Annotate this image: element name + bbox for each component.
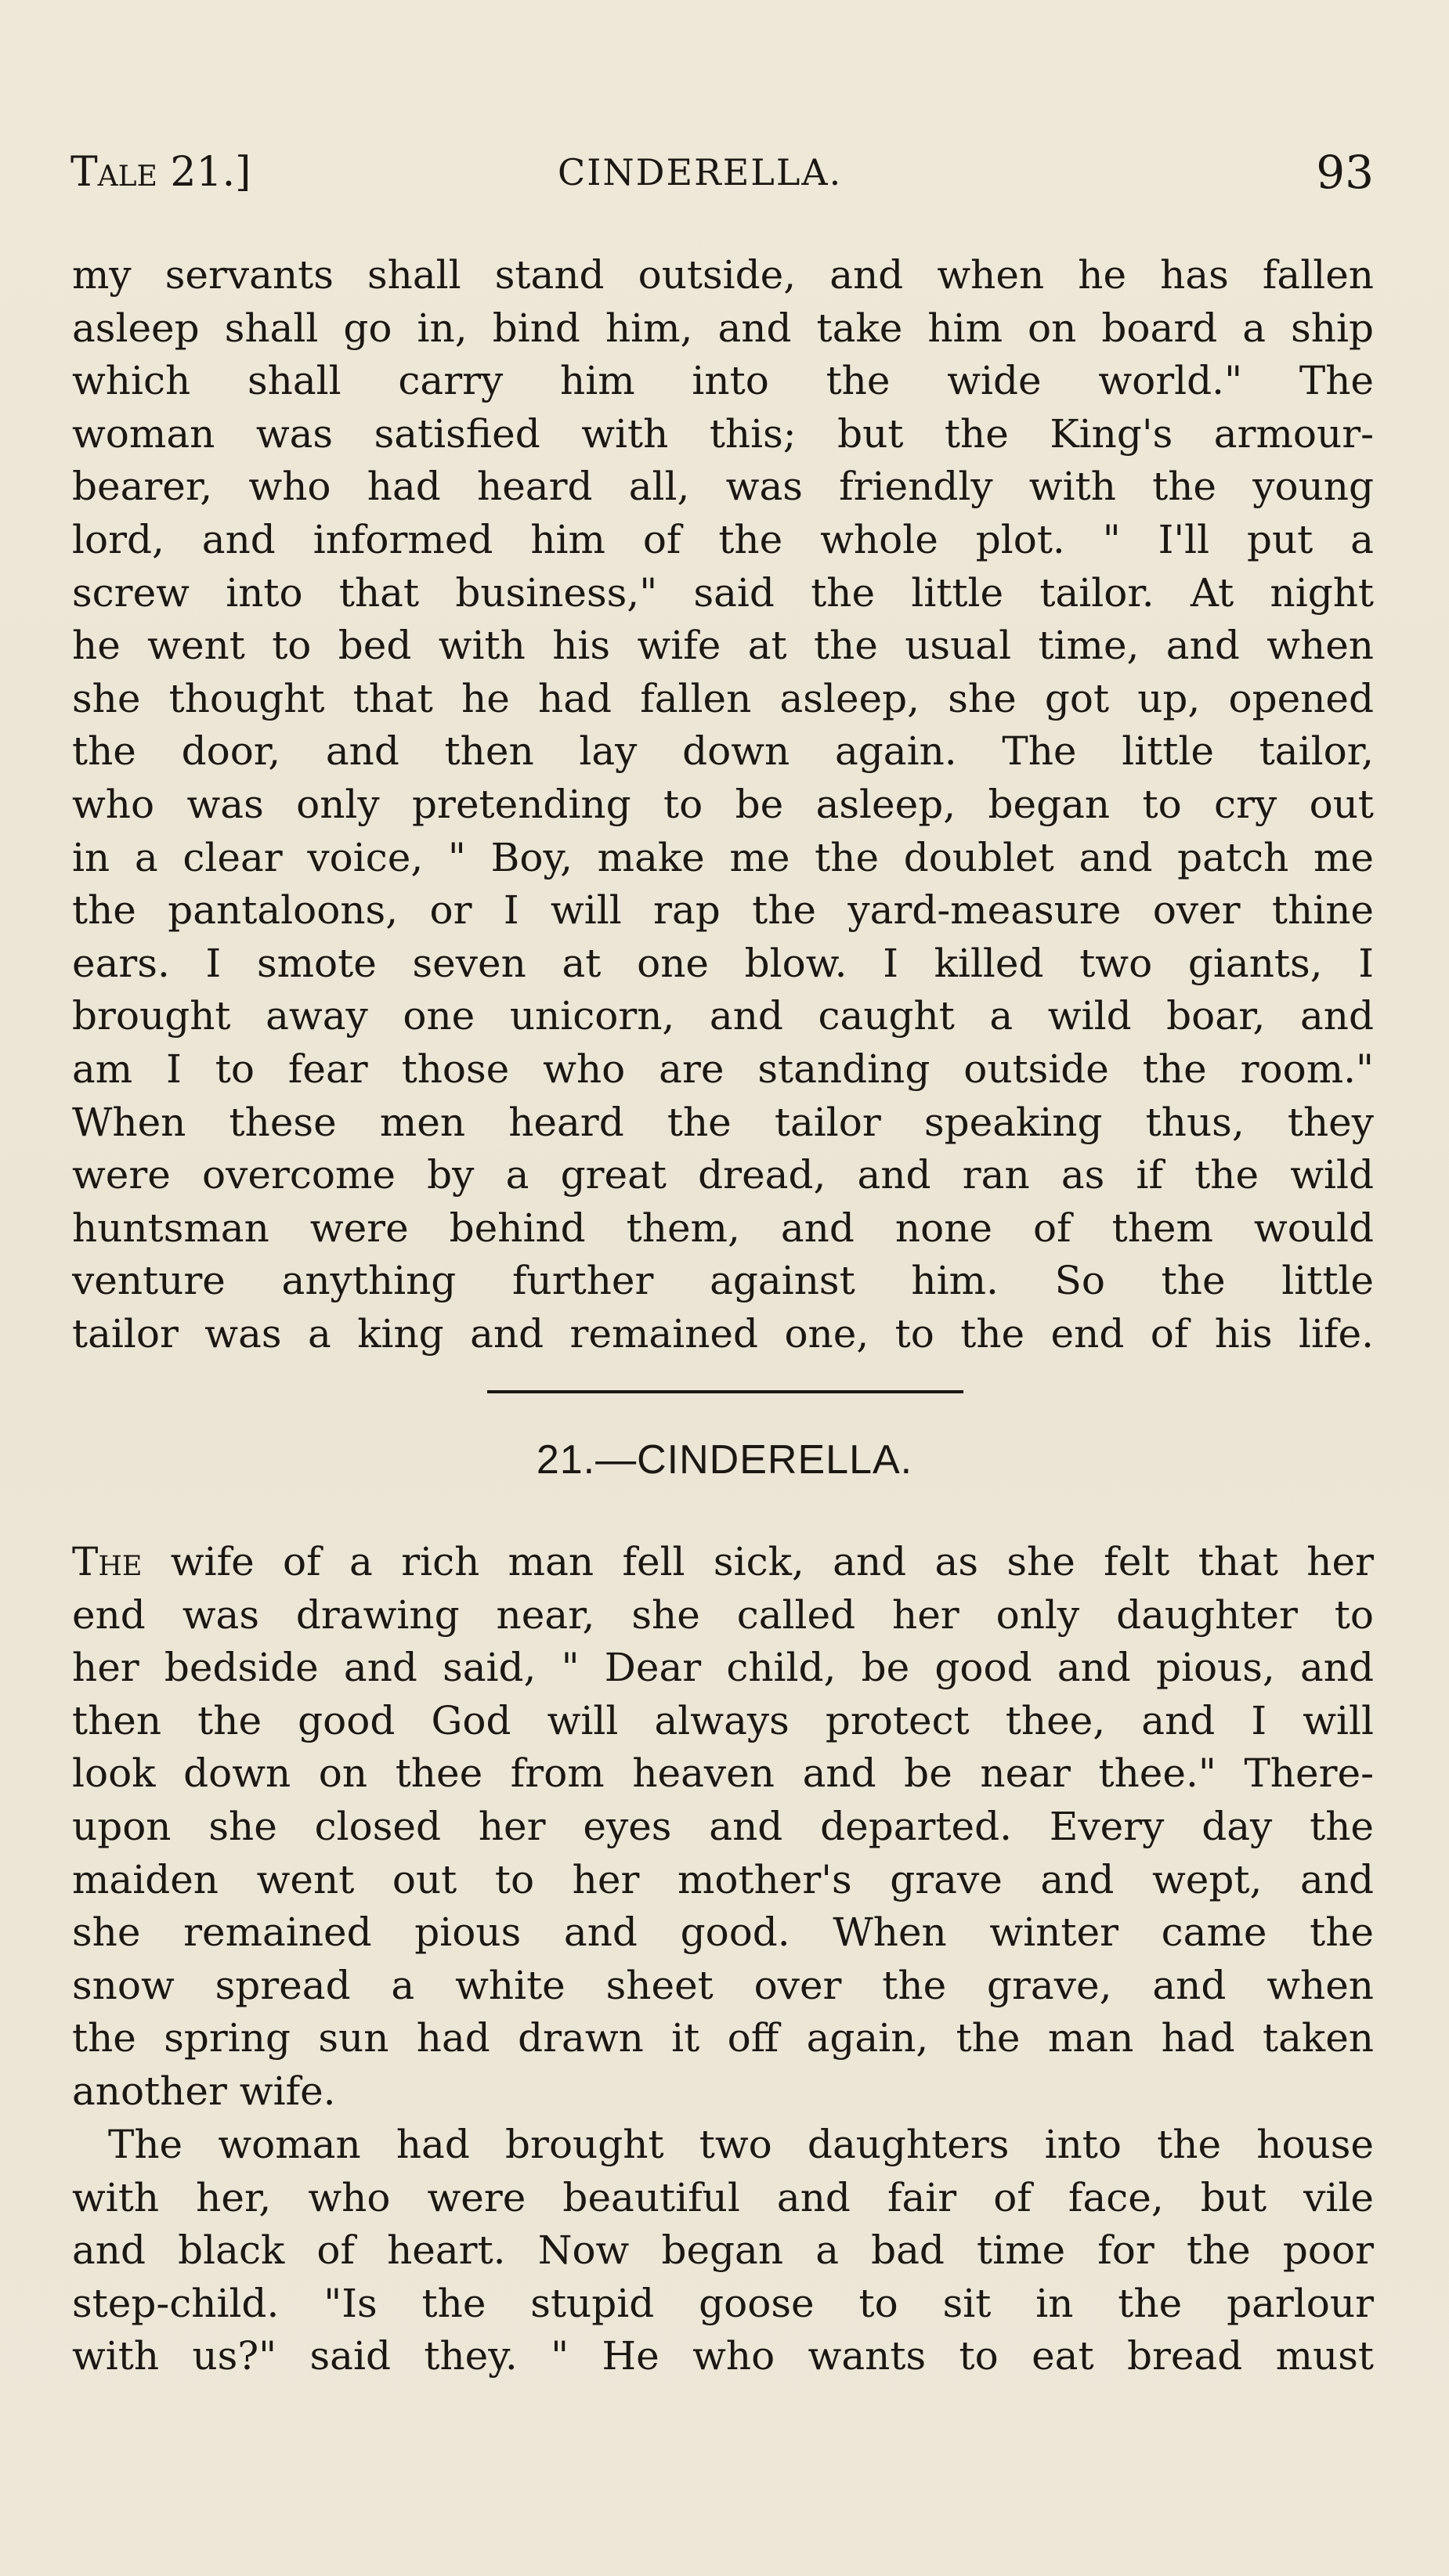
text-line: with us?" said they. " He who wants to eat bread must xyxy=(72,2333,1374,2379)
tale-number: 21.] xyxy=(157,149,251,196)
text-line: with her, who were beautiful and fair of face, but vile xyxy=(72,2174,1374,2220)
text-line: which shall carry him into the wide world." The xyxy=(72,358,1374,404)
text-line: When these men heard the tailor speaking thus, they xyxy=(72,1099,1374,1145)
text-line: lord, and informed him of the whole plot. " I'll put a xyxy=(72,516,1374,562)
text-line: brought away one unicorn, and caught a wild boar, and xyxy=(72,993,1374,1039)
text-line: upon she closed her eyes and departed. Every day the xyxy=(72,1803,1374,1849)
text-line: huntsman were behind them, and none of them would xyxy=(72,1205,1374,1251)
text-line: venture anything further against him. So the little xyxy=(72,1258,1374,1304)
text-line: am I to fear those who are standing outside the room." xyxy=(72,1046,1374,1092)
text-line: the pantaloons, or I will rap the yard-measure over thine xyxy=(72,887,1374,934)
drop-word-small-caps: The xyxy=(72,1539,143,1584)
text-line: tailor was a king and remained one, to the end of his life. xyxy=(72,1310,1374,1357)
text-line: look down on thee from heaven and be near thee." There- xyxy=(72,1750,1374,1797)
text-line: and black of heart. Now began a bad time for the poor xyxy=(72,2227,1374,2274)
text-line: maiden went out to her mother's grave and wept, and xyxy=(72,1856,1374,1902)
text-line-first xyxy=(72,1536,1374,1589)
text-line: were overcome by a great dread, and ran as if the wild xyxy=(72,1152,1374,1198)
text-line: The woman had brought two daughters into the house xyxy=(108,2122,1374,2167)
text-line: bearer, who had heard all, was friendly with the young xyxy=(72,464,1374,510)
text-line: ears. I smote seven at one blow. I killed two giants, I xyxy=(72,940,1374,986)
text-line: another wife. xyxy=(72,2068,336,2114)
page-number: 93 xyxy=(1316,146,1374,199)
text-line: woman was satisfied with this; but the King's armour- xyxy=(72,410,1374,457)
paragraph-continued xyxy=(72,249,1374,1360)
running-title: CINDERELLA. xyxy=(558,151,843,193)
text-line: my servants shall stand outside, and when he has fallen xyxy=(72,252,1374,298)
text-line: who was only pretending to be asleep, began to cry out xyxy=(72,781,1374,827)
tale-prefix: Tale xyxy=(70,149,157,196)
text-line: she remained pious and good. When winter came the xyxy=(72,1909,1374,1956)
running-header xyxy=(70,145,1374,200)
text-line: end was drawing near, she called her only daughter to xyxy=(72,1591,1374,1638)
text-line: the door, and then lay down again. The little tailor, xyxy=(72,728,1374,775)
text-line: screw into that business," said the little tailor. At night xyxy=(72,569,1374,616)
paragraph-opening xyxy=(72,1536,1374,2119)
first-line-rest: wife of a rich man fell sick, and as she felt that her xyxy=(142,1539,1374,1584)
paragraph-woman xyxy=(72,2119,1374,2383)
text-line: she thought that he had fallen asleep, she got up, opened xyxy=(72,675,1374,721)
text-line: step-child. "Is the stupid goose to sit in the parlour xyxy=(72,2280,1374,2326)
section-title: 21.—CINDERELLA. xyxy=(536,1437,913,1483)
text-line: asleep shall go in, bind him, and take him on board a ship xyxy=(72,305,1374,351)
section-divider xyxy=(487,1390,963,1393)
tale-label xyxy=(70,145,251,200)
text-line: the spring sun had drawn it off again, the man had taken xyxy=(72,2015,1374,2061)
text-line: then the good God will always protect thee, and I will xyxy=(72,1697,1374,1743)
text-line: her bedside and said, " Dear child, be good and pious, and xyxy=(72,1645,1374,1691)
text-line: snow spread a white sheet over the grave, and when xyxy=(72,1962,1374,2008)
text-line: in a clear voice, " Boy, make me the doublet and patch me xyxy=(72,834,1374,880)
text-line: he went to bed with his wife at the usual time, and when xyxy=(72,623,1374,669)
